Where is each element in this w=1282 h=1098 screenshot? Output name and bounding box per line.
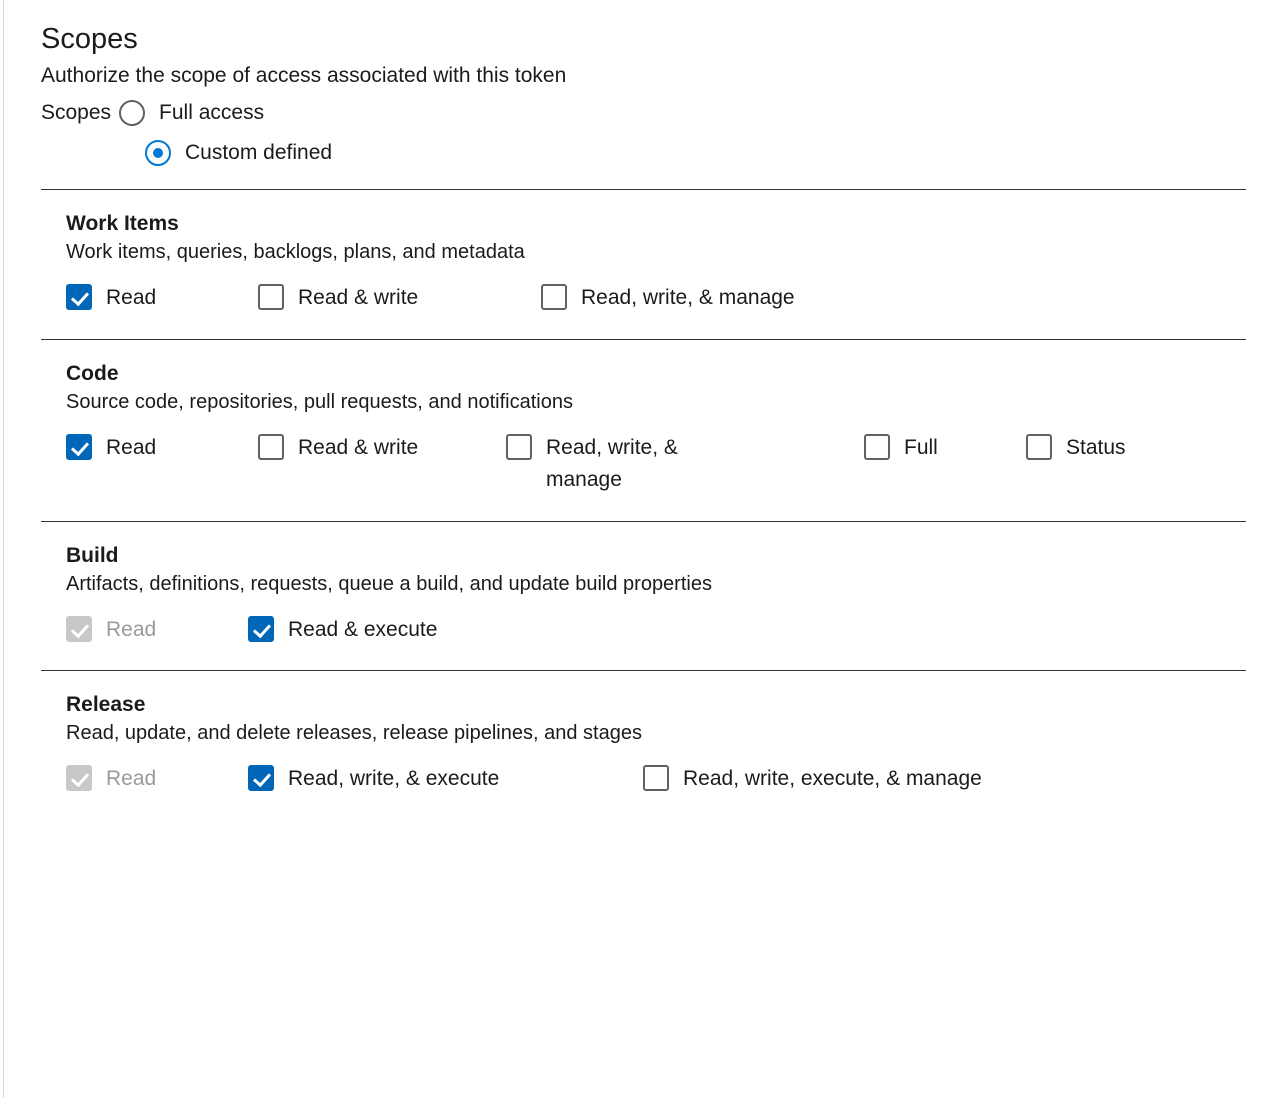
section-options <box>66 614 1246 647</box>
checkbox-option[interactable] <box>66 432 258 465</box>
checkbox-label: Read & write <box>298 286 419 310</box>
section-title: Release <box>66 693 146 717</box>
checkbox-option[interactable] <box>258 432 506 465</box>
checkbox-label: Read, write, & execute <box>288 767 500 791</box>
radio-full-access-icon[interactable] <box>119 100 145 126</box>
scope-sections <box>0 189 1282 820</box>
checkbox-icon[interactable] <box>1026 434 1052 460</box>
checkbox-icon[interactable] <box>248 616 274 642</box>
section-title: Work Items <box>66 212 179 236</box>
section-title: Build <box>66 543 119 567</box>
checkbox-label: Full <box>904 435 938 459</box>
checkbox-label: Read & write <box>298 435 419 459</box>
page-header <box>0 22 1282 89</box>
scope-section-release <box>41 670 1246 820</box>
scope-mode-option-custom-defined[interactable] <box>41 133 1282 173</box>
radio-custom-defined-label: Custom defined <box>185 141 333 165</box>
checkbox-icon[interactable] <box>248 765 274 791</box>
scope-mode-group-label: Scopes <box>41 101 112 125</box>
page-title: Scopes <box>41 23 138 55</box>
checkbox-option[interactable] <box>643 763 1103 796</box>
checkbox-icon <box>66 616 92 642</box>
section-description: Read, update, and delete releases, release pipelines, and stages <box>66 722 642 745</box>
scope-mode-radio-group <box>0 93 1282 173</box>
scope-section-code <box>41 339 1246 521</box>
checkbox-label: Read, write, & manage <box>581 286 795 310</box>
checkbox-option[interactable] <box>66 282 258 315</box>
page-subtitle: Authorize the scope of access associated with this token <box>41 63 567 87</box>
checkbox-icon[interactable] <box>66 284 92 310</box>
checkbox-option[interactable] <box>506 432 864 497</box>
checkbox-option[interactable] <box>248 763 643 796</box>
radio-custom-defined-icon[interactable] <box>145 140 171 166</box>
checkbox-option[interactable] <box>258 282 541 315</box>
checkbox-option[interactable] <box>66 614 248 647</box>
section-options <box>66 282 1246 315</box>
checkbox-label: Read, write, execute, & manage <box>683 767 982 791</box>
checkbox-option[interactable] <box>541 282 881 315</box>
checkbox-label: Read & execute <box>288 617 438 641</box>
checkbox-icon[interactable] <box>66 434 92 460</box>
scope-section-work-items <box>41 189 1246 339</box>
checkbox-label: Read <box>106 617 157 641</box>
checkbox-option[interactable] <box>1026 432 1226 465</box>
checkbox-label: Read <box>106 767 157 791</box>
section-description: Artifacts, definitions, requests, queue a build, and update build properties <box>66 572 712 595</box>
radio-full-access-label: Full access <box>159 101 265 125</box>
scope-section-build <box>41 521 1246 671</box>
checkbox-icon[interactable] <box>506 434 532 460</box>
section-options <box>66 432 1246 497</box>
checkbox-label: Read <box>106 286 157 310</box>
section-title: Code <box>66 361 119 385</box>
left-divider <box>3 0 4 1098</box>
checkbox-icon[interactable] <box>864 434 890 460</box>
checkbox-icon <box>66 765 92 791</box>
checkbox-label: Read, write, & manage <box>546 435 678 492</box>
checkbox-option[interactable] <box>66 763 248 796</box>
checkbox-option[interactable] <box>248 614 588 647</box>
scope-mode-option-full-access[interactable] <box>41 93 1282 133</box>
checkbox-label: Status <box>1066 435 1126 459</box>
section-description: Work items, queries, backlogs, plans, and metadata <box>66 241 525 264</box>
checkbox-label: Read <box>106 435 157 459</box>
checkbox-icon[interactable] <box>258 284 284 310</box>
checkbox-icon[interactable] <box>643 765 669 791</box>
checkbox-icon[interactable] <box>258 434 284 460</box>
checkbox-icon[interactable] <box>541 284 567 310</box>
section-description: Source code, repositories, pull requests, and notifications <box>66 390 573 413</box>
section-options <box>66 763 1246 796</box>
checkbox-option[interactable] <box>864 432 1026 465</box>
